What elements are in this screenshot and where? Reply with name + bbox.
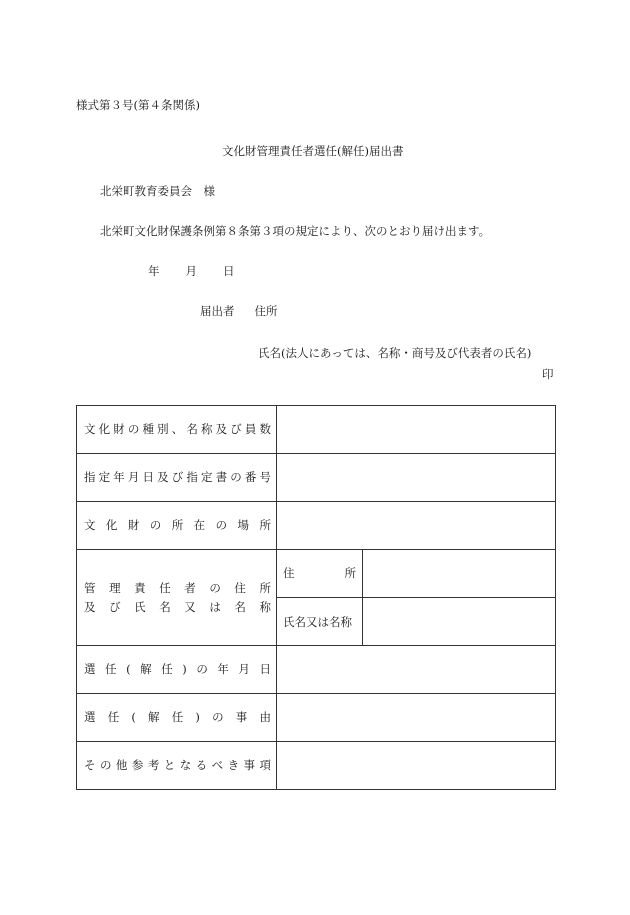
sub-label-name: 氏名又は名称 <box>283 614 352 629</box>
table-value-cell[interactable] <box>277 406 556 454</box>
notifier-address-label: 住所 <box>254 304 278 318</box>
table-label-cell <box>77 646 277 694</box>
table-row <box>77 502 556 550</box>
table-value-cell[interactable] <box>277 694 556 742</box>
table-row <box>77 646 556 694</box>
table-label-cell <box>77 406 277 454</box>
seal-label: 印 <box>542 367 554 381</box>
sub-label-cell <box>277 598 363 646</box>
notifier-label: 届出者 <box>200 304 235 318</box>
table-value-cell[interactable] <box>277 502 556 550</box>
date-row <box>148 266 235 278</box>
table-label-cell <box>77 694 277 742</box>
row-label-appointment-reason: 選任(解任)の事由 <box>84 710 271 725</box>
date-month-label: 月 <box>185 264 197 278</box>
date-year-label: 年 <box>148 264 160 278</box>
table-row <box>77 742 556 790</box>
table-row <box>77 694 556 742</box>
table-label-cell <box>77 454 277 502</box>
sub-label-cell <box>277 550 363 598</box>
row-label-designation: 指定年月日及び指定書の番号 <box>84 470 271 485</box>
row-label-manager-line1: 管理責任者の住所 <box>84 581 271 596</box>
table-row <box>77 550 556 598</box>
table-value-cell[interactable] <box>277 646 556 694</box>
row-label-appointment-date: 選任(解任)の年月日 <box>84 662 271 677</box>
table-label-cell <box>77 550 277 646</box>
notifier-name-label: 氏名(法人にあっては、名称・商号及び代表者の氏名) <box>258 346 532 360</box>
table-label-cell <box>77 502 277 550</box>
sub-label-address: 住所 <box>283 566 356 581</box>
date-day-label: 日 <box>223 264 235 278</box>
addressee: 北栄町教育委員会 様 <box>100 184 215 198</box>
table-value-cell[interactable] <box>277 742 556 790</box>
row-label-other-notes: その他参考となるべき事項 <box>84 758 271 773</box>
manager-name-field[interactable] <box>363 598 556 646</box>
form-number: 様式第３号(第４条関係) <box>76 98 200 112</box>
form-table <box>76 405 556 790</box>
row-label-manager-line2: 及び氏名又は名称 <box>84 599 271 614</box>
row-label-location: 文化財の所在の場所 <box>84 518 271 533</box>
notifier-block <box>200 306 278 318</box>
manager-address-field[interactable] <box>363 550 556 598</box>
table-label-cell <box>77 742 277 790</box>
table-row <box>77 454 556 502</box>
row-label-classification: 文化財の種別、名称及び員数 <box>84 422 271 437</box>
statement-text: 北栄町文化財保護条例第８条第３項の規定により、次のとおり届け出ます。 <box>100 224 491 238</box>
document-title: 文化財管理責任者選任(解任)届出書 <box>222 144 404 158</box>
table-value-cell[interactable] <box>277 454 556 502</box>
table-row <box>77 406 556 454</box>
